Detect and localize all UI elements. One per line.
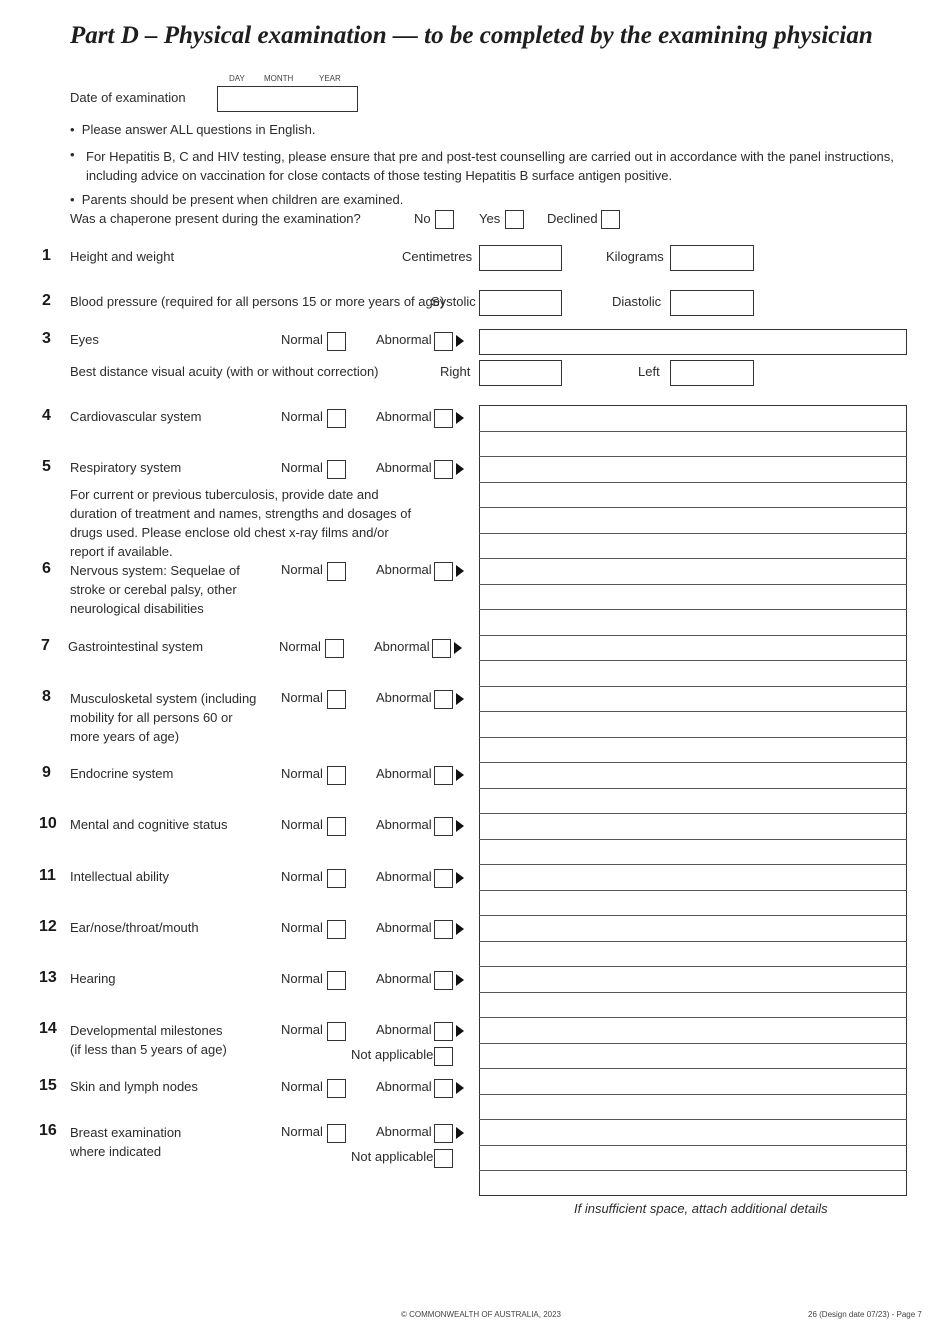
details-line [479, 1145, 907, 1146]
question-number: 7 [41, 637, 50, 654]
breast-abnormal-checkbox[interactable] [434, 1124, 453, 1143]
chaperone-declined-label: Declined [547, 211, 598, 226]
question-number: 16 [39, 1122, 57, 1139]
question-number: 4 [42, 407, 51, 424]
nervous-abnormal-checkbox[interactable] [434, 562, 453, 581]
arrow-right-icon [456, 463, 464, 475]
normal-label: Normal [281, 460, 323, 475]
respiratory-abnormal-checkbox[interactable] [434, 460, 453, 479]
not-applicable-label: Not applicable [351, 1047, 434, 1062]
question-number: 3 [42, 330, 51, 347]
arrow-right-icon [456, 412, 464, 424]
details-line [479, 1170, 907, 1171]
hearing-normal-checkbox[interactable] [327, 971, 346, 990]
arrow-right-icon [456, 769, 464, 781]
q7-label: Gastrointestinal system [68, 639, 204, 654]
details-line [479, 1017, 907, 1018]
musculoskeletal-abnormal-checkbox[interactable] [434, 690, 453, 709]
chaperone-no-label: No [414, 211, 431, 226]
cardiovascular-normal-checkbox[interactable] [327, 409, 346, 428]
details-line [479, 737, 907, 738]
arrow-right-icon [454, 642, 462, 654]
chaperone-question: Was a chaperone present during the examination? [70, 211, 361, 226]
question-number: 5 [42, 458, 51, 475]
q2-label: Blood pressure (required for all persons 15 or more years of age) [70, 294, 445, 309]
arrow-right-icon [456, 693, 464, 705]
chaperone-no-checkbox[interactable] [435, 210, 454, 229]
question-number: 6 [42, 560, 51, 577]
abnormal-label: Abnormal [374, 639, 430, 654]
arrow-right-icon [456, 565, 464, 577]
ent-abnormal-checkbox[interactable] [434, 920, 453, 939]
copyright: © COMMONWEALTH OF AUSTRALIA, 2023 [401, 1310, 561, 1319]
q4-label: Cardiovascular system [70, 409, 202, 424]
details-line [479, 482, 907, 483]
skin-abnormal-checkbox[interactable] [434, 1079, 453, 1098]
page-number: 26 (Design date 07/23) - Page 7 [808, 1310, 922, 1319]
details-line [479, 558, 907, 559]
q1-label: Height and weight [70, 249, 175, 264]
question-number: 12 [39, 918, 57, 935]
q10-label: Mental and cognitive status [70, 817, 228, 832]
bullet-3: • Parents should be present when children are examined. [70, 192, 404, 207]
question-number: 14 [39, 1020, 57, 1037]
breast-normal-checkbox[interactable] [327, 1124, 346, 1143]
details-line [479, 992, 907, 993]
q11-label: Intellectual ability [70, 869, 169, 884]
question-number: 2 [42, 292, 51, 309]
diastolic-field[interactable] [670, 290, 754, 316]
normal-label: Normal [279, 639, 321, 654]
abnormal-label: Abnormal [376, 690, 432, 705]
abnormal-label: Abnormal [376, 460, 432, 475]
nervous-normal-checkbox[interactable] [327, 562, 346, 581]
details-line [479, 456, 907, 457]
question-number: 1 [42, 247, 51, 264]
musculoskeletal-normal-checkbox[interactable] [327, 690, 346, 709]
breast-not-applicable-checkbox[interactable] [434, 1149, 453, 1168]
ent-normal-checkbox[interactable] [327, 920, 346, 939]
details-line [479, 890, 907, 891]
left-eye-field[interactable] [670, 360, 754, 386]
normal-label: Normal [281, 562, 323, 577]
question-number: 10 [39, 815, 57, 832]
chaperone-declined-checkbox[interactable] [601, 210, 620, 229]
q6-label: Nervous system: Sequelae of stroke or cerebal palsy, other neurological disabilities [70, 563, 240, 616]
details-line [479, 1094, 907, 1095]
details-line [479, 533, 907, 534]
q15-label: Skin and lymph nodes [70, 1079, 198, 1094]
intellectual-abnormal-checkbox[interactable] [434, 869, 453, 888]
normal-label: Normal [281, 817, 323, 832]
question-number: 8 [42, 688, 51, 705]
skin-normal-checkbox[interactable] [327, 1079, 346, 1098]
arrow-right-icon [456, 923, 464, 935]
details-line [479, 609, 907, 610]
abnormal-label: Abnormal [376, 971, 432, 986]
arrow-right-icon [456, 974, 464, 986]
normal-label: Normal [281, 971, 323, 986]
abnormal-label: Abnormal [376, 562, 432, 577]
gastrointestinal-abnormal-checkbox[interactable] [432, 639, 451, 658]
page-title: Part D – Physical examination — to be completed by the examining physician [70, 22, 873, 49]
systolic-field[interactable] [479, 290, 562, 316]
q13-label: Hearing [70, 971, 116, 986]
arrow-right-icon [456, 820, 464, 832]
details-line [479, 660, 907, 661]
height-field[interactable] [479, 245, 562, 271]
details-line [479, 788, 907, 789]
eyes-details-field[interactable] [479, 329, 907, 355]
abnormal-label: Abnormal [376, 869, 432, 884]
left-eye-label: Left [638, 364, 660, 379]
q3-label: Eyes [70, 332, 99, 347]
question-number: 15 [39, 1077, 57, 1094]
details-line [479, 1043, 907, 1044]
q16-label: Breast examination where indicated [70, 1125, 182, 1159]
bullet-2: For Hepatitis B, C and HIV testing, please ensure that pre and post-test counselling are carried out in accordance with the panel instructions, including advice on vaccination for close contacts of those testing Hepatitis B surface antigen positive. [86, 149, 894, 183]
question-number: 11 [39, 867, 56, 884]
details-line [479, 762, 907, 763]
normal-label: Normal [281, 690, 323, 705]
right-eye-label: Right [440, 364, 471, 379]
normal-label: Normal [281, 1022, 323, 1037]
abnormal-label: Abnormal [376, 920, 432, 935]
developmental-not-applicable-checkbox[interactable] [434, 1047, 453, 1066]
chaperone-yes-checkbox[interactable] [505, 210, 524, 229]
details-line [479, 1119, 907, 1120]
normal-label: Normal [281, 869, 323, 884]
q5-label: Respiratory system [70, 460, 182, 475]
right-eye-field[interactable] [479, 360, 562, 386]
details-line [479, 686, 907, 687]
endocrine-abnormal-checkbox[interactable] [434, 766, 453, 785]
developmental-normal-checkbox[interactable] [327, 1022, 346, 1041]
date-of-examination-field[interactable] [217, 86, 358, 112]
date-day-header: DAY [229, 74, 245, 83]
arrow-right-icon [456, 1025, 464, 1037]
normal-label: Normal [281, 409, 323, 424]
developmental-abnormal-checkbox[interactable] [434, 1022, 453, 1041]
details-line [479, 941, 907, 942]
abnormal-label: Abnormal [376, 766, 432, 781]
details-line [479, 1068, 907, 1069]
details-line [479, 915, 907, 916]
details-area[interactable] [479, 405, 907, 1196]
normal-label: Normal [281, 1079, 323, 1094]
details-line [479, 839, 907, 840]
abnormal-label: Abnormal [376, 1124, 432, 1139]
tuberculosis-note: For current or previous tuberculosis, provide date and duration of treatment and names, strengths and dosages of drugs used. Please enclose old chest x-ray films and/or report if available. [70, 487, 412, 559]
kilograms-label: Kilograms [606, 249, 664, 264]
systolic-label: Systolic [431, 294, 476, 309]
q9-label: Endocrine system [70, 766, 174, 781]
date-year-header: YEAR [319, 74, 341, 83]
date-label: Date of examination [70, 90, 186, 105]
respiratory-normal-checkbox[interactable] [327, 460, 346, 479]
eyes-normal-checkbox[interactable] [327, 332, 346, 351]
q8-label: Musculosketal system (including mobility for all persons 60 or more years of age) [70, 691, 257, 744]
normal-label: Normal [281, 1124, 323, 1139]
gastrointestinal-normal-checkbox[interactable] [325, 639, 344, 658]
abnormal-label: Abnormal [376, 409, 432, 424]
q12-label: Ear/nose/throat/mouth [70, 920, 199, 935]
normal-label: Normal [281, 920, 323, 935]
abnormal-label: Abnormal [376, 817, 432, 832]
details-line [479, 966, 907, 967]
details-line [479, 635, 907, 636]
mental-normal-checkbox[interactable] [327, 817, 346, 836]
eyes-abnormal-checkbox[interactable] [434, 332, 453, 351]
normal-label: Normal [281, 766, 323, 781]
not-applicable-label: Not applicable [351, 1149, 434, 1164]
bullet-dot-2: • [70, 147, 75, 162]
q14-label: Developmental milestones (if less than 5 years of age) [70, 1023, 227, 1057]
abnormal-label: Abnormal [376, 1079, 432, 1094]
question-number: 13 [39, 969, 57, 986]
details-line [479, 813, 907, 814]
diastolic-label: Diastolic [612, 294, 662, 309]
intellectual-normal-checkbox[interactable] [327, 869, 346, 888]
centimetres-label: Centimetres [402, 249, 473, 264]
details-line [479, 431, 907, 432]
details-line [479, 864, 907, 865]
arrow-right-icon [456, 872, 464, 884]
question-number: 9 [42, 764, 51, 781]
weight-field[interactable] [670, 245, 754, 271]
details-line [479, 584, 907, 585]
arrow-right-icon [456, 1082, 464, 1094]
arrow-right-icon [456, 1127, 464, 1139]
mental-abnormal-checkbox[interactable] [434, 817, 453, 836]
normal-label: Normal [281, 332, 323, 347]
hearing-abnormal-checkbox[interactable] [434, 971, 453, 990]
arrow-right-icon [456, 335, 464, 347]
details-line [479, 711, 907, 712]
bullet-1: • Please answer ALL questions in English. [70, 122, 316, 137]
abnormal-label: Abnormal [376, 332, 432, 347]
insufficient-space-note: If insufficient space, attach additional details [574, 1201, 828, 1216]
date-month-header: MONTH [264, 74, 294, 83]
cardiovascular-abnormal-checkbox[interactable] [434, 409, 453, 428]
abnormal-label: Abnormal [376, 1022, 432, 1037]
visual-acuity-label: Best distance visual acuity (with or without correction) [70, 364, 379, 379]
endocrine-normal-checkbox[interactable] [327, 766, 346, 785]
details-line [479, 507, 907, 508]
chaperone-yes-label: Yes [479, 211, 501, 226]
